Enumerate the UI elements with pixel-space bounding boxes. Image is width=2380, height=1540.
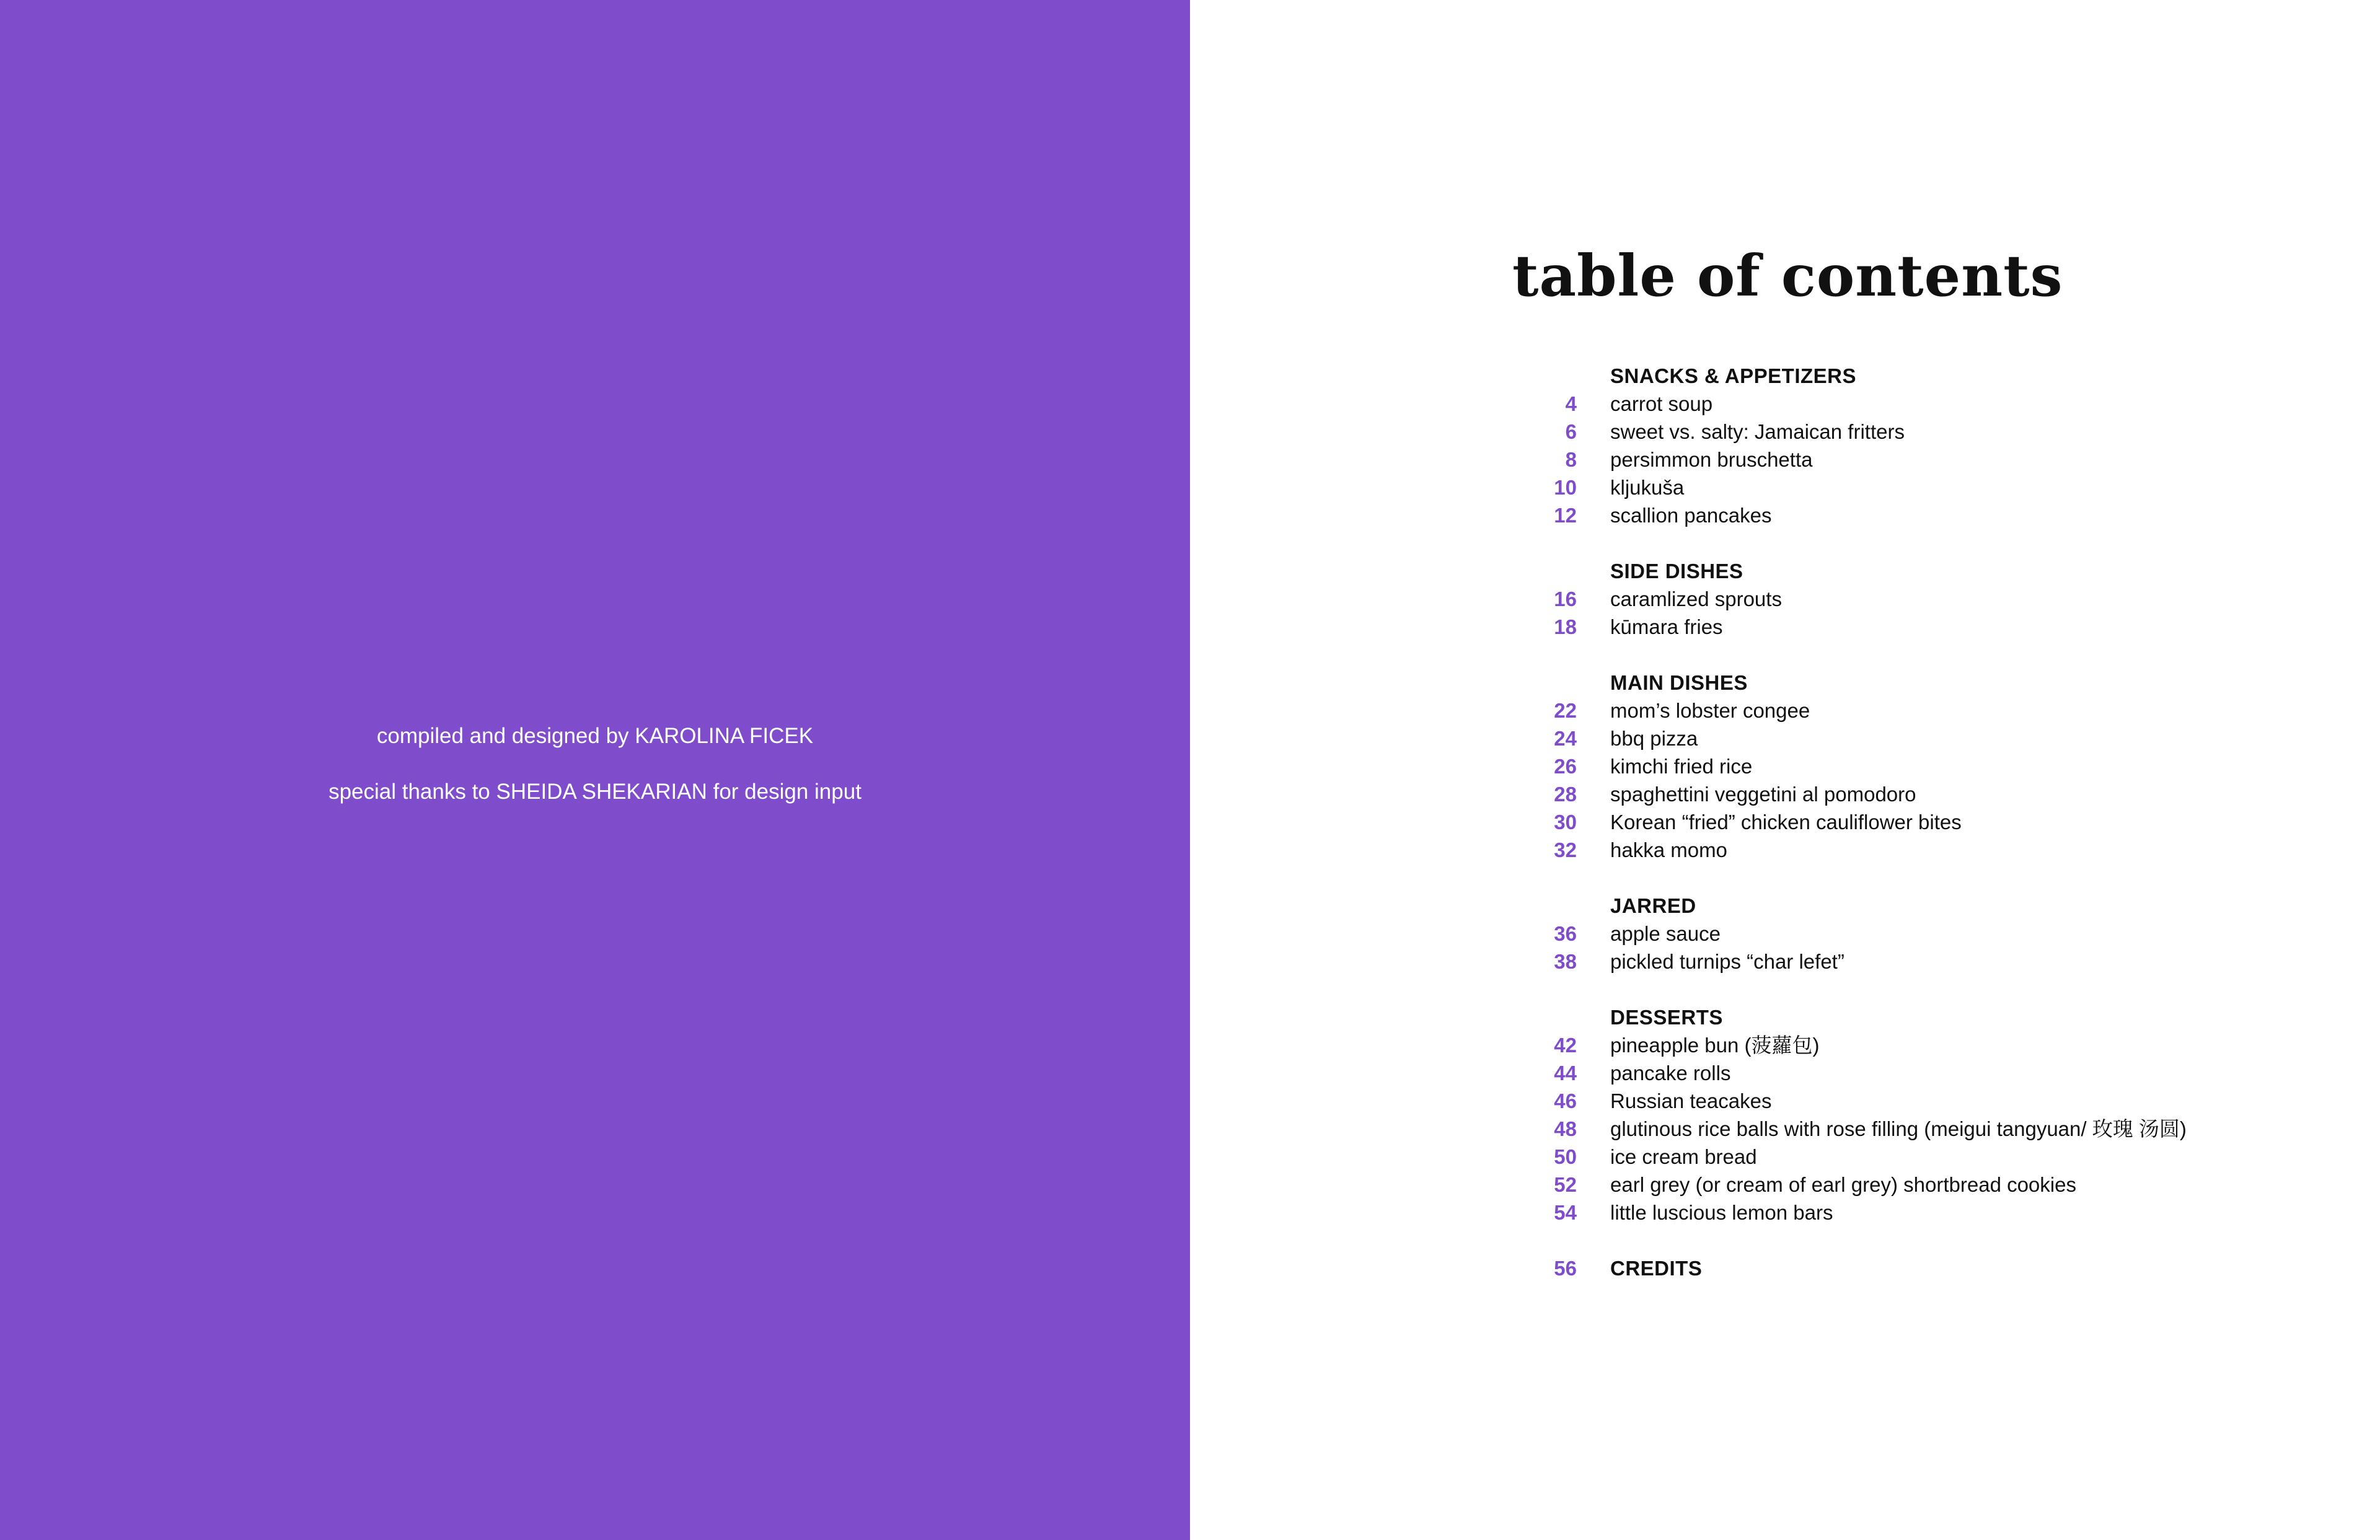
entry-title: little luscious lemon bars [1610,1201,1833,1224]
page-number: 42 [1554,1034,1577,1057]
toc-entry[interactable] [1512,1059,2380,1087]
entry-title: kūmara fries [1610,615,1723,638]
section-heading-row [1512,557,2380,585]
page-number: 10 [1554,476,1577,499]
entry-title: hakka momo [1610,838,1727,861]
page-number: 18 [1554,615,1577,638]
section-heading-row [1512,669,2380,697]
toc-entry[interactable] [1512,1143,2380,1171]
page-number: 4 [1565,392,1577,415]
section-spacer [1512,975,2380,1003]
page-title: table of contents [1512,242,2063,309]
page-number: 28 [1554,783,1577,806]
entry-title: glutinous rice balls with rose filling (meigui tangyuan/ 玫瑰 汤圆) [1610,1117,2187,1140]
right-page [1190,0,2380,1540]
entry-title: bbq pizza [1610,727,1698,750]
section-heading-row [1512,362,2380,390]
section-heading-row [1512,892,2380,920]
entry-title: persimmon bruschetta [1610,448,1813,471]
entry-title: Russian teacakes [1610,1089,1772,1112]
toc-entry[interactable] [1512,446,2380,473]
page-number: 48 [1554,1117,1577,1140]
section-spacer [1512,864,2380,892]
section-heading: DESSERTS [1610,1006,1723,1029]
toc-entry[interactable] [1512,613,2380,641]
section-heading: SIDE DISHES [1610,560,1743,583]
toc-entry[interactable] [1512,948,2380,975]
page-number: 12 [1554,504,1577,527]
page-number: 50 [1554,1145,1577,1168]
page-number: 6 [1565,420,1577,443]
section-heading: SNACKS & APPETIZERS [1610,364,1856,387]
section-heading-row [1512,1003,2380,1031]
toc-entry[interactable] [1512,920,2380,948]
page-number: 52 [1554,1173,1577,1196]
entry-title: kljukuša [1610,476,1685,499]
toc-entry[interactable] [1512,1115,2380,1143]
entry-title: mom’s lobster congee [1610,699,1810,722]
entry-title: earl grey (or cream of earl grey) shortbread cookies [1610,1173,2076,1196]
entry-title: pancake rolls [1610,1062,1731,1085]
toc-entry[interactable] [1512,1171,2380,1199]
entry-title: scallion pancakes [1610,504,1772,527]
toc-entry[interactable] [1512,697,2380,724]
section-spacer [1512,1226,2380,1254]
special-thanks-line: special thanks to SHEIDA SHEKARIAN for design input [328,780,862,804]
entry-title: pineapple bun (菠蘿包) [1610,1034,1820,1057]
toc-entry[interactable] [1512,1199,2380,1226]
page-number: 44 [1554,1062,1577,1085]
page-number: 56 [1554,1257,1577,1280]
toc-entry[interactable] [1512,1087,2380,1115]
entry-title: caramlized sprouts [1610,587,1782,610]
toc-entry[interactable] [1512,836,2380,864]
page-number: 32 [1554,838,1577,861]
page-number: 30 [1554,811,1577,834]
page-number: 36 [1554,922,1577,945]
entry-title: ice cream bread [1610,1145,1757,1168]
section-heading: MAIN DISHES [1610,671,1748,694]
entry-title: Korean “fried” chicken cauliflower bites [1610,811,1962,834]
toc-entry[interactable] [1512,501,2380,529]
entry-title: pickled turnips “char lefet” [1610,950,1844,973]
toc-entry[interactable] [1512,808,2380,836]
compiled-by-line: compiled and designed by KAROLINA FICEK [376,724,814,748]
entry-title: apple sauce [1610,922,1721,945]
toc-entry-credits[interactable] [1512,1254,2380,1282]
table-of-contents [1512,362,2380,1282]
entry-title: carrot soup [1610,392,1713,415]
toc-entry[interactable] [1512,724,2380,752]
section-heading: JARRED [1610,894,1696,917]
toc-entry[interactable] [1512,752,2380,780]
page-number: 38 [1554,950,1577,973]
page-number: 24 [1554,727,1577,750]
entry-title: kimchi fried rice [1610,755,1753,778]
toc-entry[interactable] [1512,473,2380,501]
page-number: 46 [1554,1089,1577,1112]
entry-title: spaghettini veggetini al pomodoro [1610,783,1916,806]
page-number: 54 [1554,1201,1577,1224]
page-number: 26 [1554,755,1577,778]
section-spacer [1512,529,2380,557]
toc-entry[interactable] [1512,585,2380,613]
page-number: 8 [1565,448,1577,471]
page-number: 22 [1554,699,1577,722]
toc-entry[interactable] [1512,390,2380,418]
section-spacer [1512,641,2380,669]
page-number: 16 [1554,587,1577,610]
toc-entry[interactable] [1512,418,2380,446]
credits-block [0,719,1190,830]
toc-entry[interactable] [1512,1031,2380,1059]
toc-entry[interactable] [1512,780,2380,808]
credits-heading: CREDITS [1610,1257,1703,1280]
entry-title: sweet vs. salty: Jamaican fritters [1610,420,1905,443]
